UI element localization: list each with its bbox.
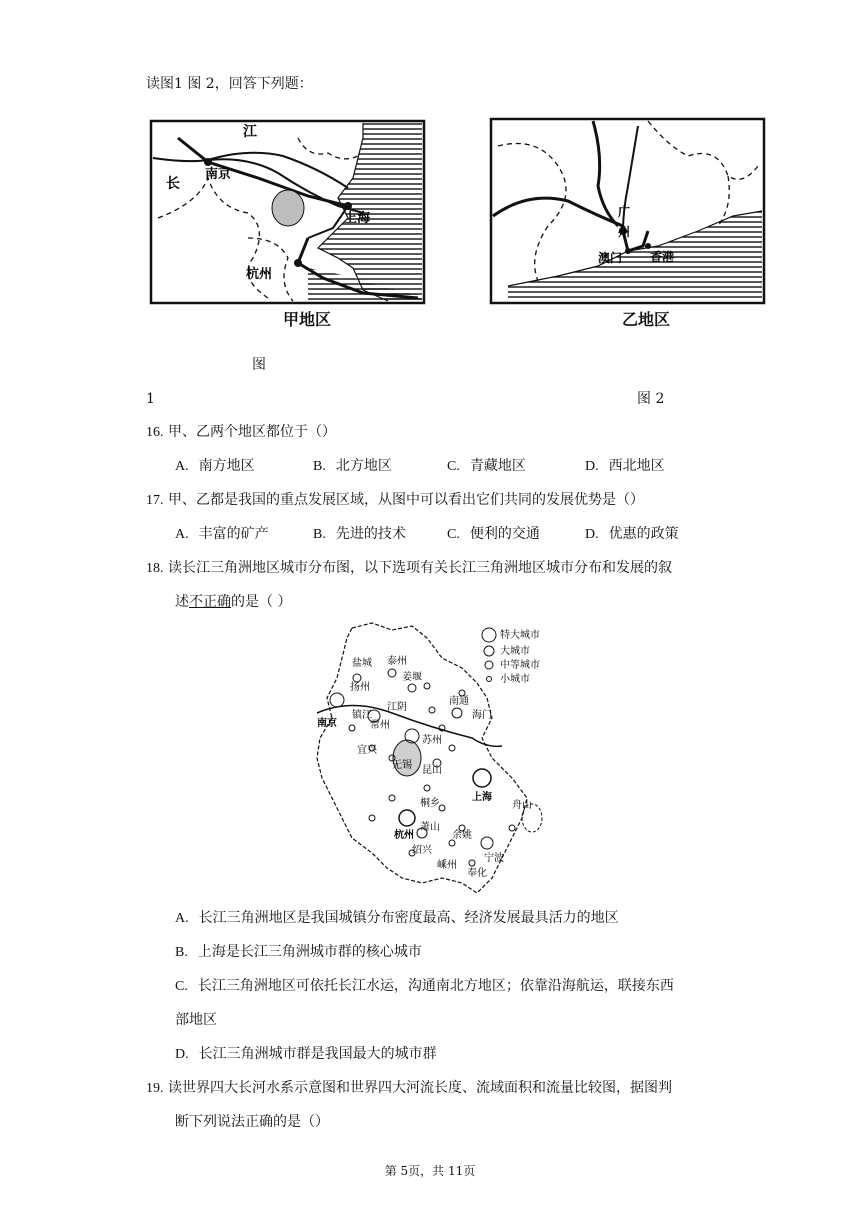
- q16-option-d: D. 西北地区: [585, 458, 665, 474]
- svg-text:南京: 南京: [205, 167, 232, 182]
- svg-text:州: 州: [618, 225, 631, 239]
- question-19: [146, 1078, 672, 1099]
- svg-text:常州: 常州: [370, 720, 390, 731]
- svg-text:姜堰: 姜堰: [402, 672, 422, 683]
- q17-option-c: C. 便利的交通: [447, 526, 540, 542]
- map-yi: [488, 116, 768, 338]
- q18-option-d: D. 长江三角洲城市群是我国最大的城市群: [175, 1046, 437, 1062]
- svg-text:苏州: 苏州: [422, 735, 442, 746]
- svg-text:余姚: 余姚: [452, 830, 472, 841]
- question-text: 甲、乙两个地区都位于（）: [167, 424, 336, 440]
- svg-text:绍兴: 绍兴: [412, 845, 432, 856]
- q17-option-d: D. 优惠的政策: [585, 526, 679, 542]
- svg-text:宁波: 宁波: [484, 853, 504, 864]
- svg-text:海门: 海门: [472, 710, 492, 721]
- underlined-keyword: 不正确: [189, 594, 231, 610]
- question-16: [146, 422, 336, 443]
- svg-text:香港: 香港: [650, 250, 675, 264]
- question-17: [146, 490, 644, 511]
- legend-large-city: 大城市: [500, 646, 530, 657]
- map-jia-caption: 甲地区: [283, 310, 332, 329]
- fig1-caption-a: 图: [252, 357, 266, 373]
- q16-option-c: C. 青藏地区: [447, 458, 526, 474]
- intro-text: 读图1 图 2，回答下列题：: [146, 76, 313, 92]
- svg-text:萧山: 萧山: [420, 822, 440, 833]
- question-18-line2: 述不正确的是（ ）: [175, 594, 292, 610]
- svg-text:无锡: 无锡: [392, 760, 412, 771]
- yangtze-delta-city-map: [312, 618, 552, 898]
- svg-text:桐乡: 桐乡: [420, 798, 440, 809]
- q18-option-c: C. 长江三角洲地区可依托长江水运，沟通南北方地区；依靠沿海航运，联接东西: [175, 978, 674, 994]
- question-number: 19.: [146, 1081, 164, 1096]
- q16-option-a: A. 南方地区: [175, 458, 255, 474]
- q18-option-a: A. 长江三角洲地区是我国城镇分布密度最高、经济发展最具活力的地区: [175, 910, 619, 926]
- svg-text:盐城: 盐城: [352, 658, 372, 669]
- q17-option-b: B. 先进的技术: [313, 526, 406, 542]
- page-footer: 第 5页，共 11页: [384, 1164, 476, 1178]
- question-18: [146, 558, 672, 579]
- svg-text:广: 广: [618, 205, 631, 219]
- question-number: 17.: [146, 493, 164, 508]
- svg-text:南通: 南通: [449, 696, 469, 707]
- svg-text:上海: 上海: [472, 792, 492, 803]
- legend-medium-city: 中等城市: [500, 660, 540, 671]
- q16-option-b: B. 北方地区: [313, 458, 392, 474]
- svg-text:泰州: 泰州: [387, 656, 407, 667]
- q17-option-a: A. 丰富的矿产: [175, 526, 269, 542]
- svg-text:杭州: 杭州: [246, 267, 273, 282]
- svg-text:南京: 南京: [317, 718, 337, 729]
- legend-megacity: 特大城市: [500, 630, 540, 641]
- svg-text:江阴: 江阴: [387, 702, 407, 713]
- svg-text:澳门: 澳门: [598, 251, 623, 265]
- q18-option-c-cont: 部地区: [175, 1012, 217, 1028]
- fig2-caption: 图 2: [637, 391, 665, 407]
- q18-option-b: B. 上海是长江三角洲城市群的核心城市: [175, 944, 422, 960]
- fig1-caption-b: 1: [146, 391, 155, 407]
- svg-text:江: 江: [243, 124, 257, 140]
- legend-small-city: 小城市: [500, 674, 530, 685]
- svg-text:杭州: 杭州: [394, 830, 414, 841]
- svg-text:长: 长: [166, 176, 180, 192]
- svg-text:昆山: 昆山: [422, 765, 442, 776]
- map-yi-caption: 乙地区: [622, 310, 671, 329]
- svg-text:嵊州: 嵊州: [437, 860, 457, 871]
- map-jia: [148, 118, 428, 338]
- svg-text:扬州: 扬州: [350, 682, 370, 693]
- svg-text:上海: 上海: [344, 211, 371, 226]
- question-19-line2: 断下列说法正确的是（）: [175, 1114, 329, 1130]
- svg-text:镇江: 镇江: [352, 710, 372, 721]
- svg-text:奉化: 奉化: [467, 868, 487, 879]
- question-number: 16.: [146, 425, 164, 440]
- svg-text:宜兴: 宜兴: [357, 745, 377, 756]
- question-number: 18.: [146, 561, 164, 576]
- question-text: 甲、乙都是我国的重点发展区域，从图中可以看出它们共同的发展优势是（）: [167, 492, 644, 508]
- question-text-line1: 读世界四大长河水系示意图和世界四大河流长度、流域面积和流量比较图，据图判: [167, 1080, 672, 1096]
- svg-text:舟山: 舟山: [512, 800, 532, 811]
- question-text-line1: 读长江三角洲地区城市分布图，以下选项有关长江三角洲地区城市分布和发展的叙: [167, 560, 672, 576]
